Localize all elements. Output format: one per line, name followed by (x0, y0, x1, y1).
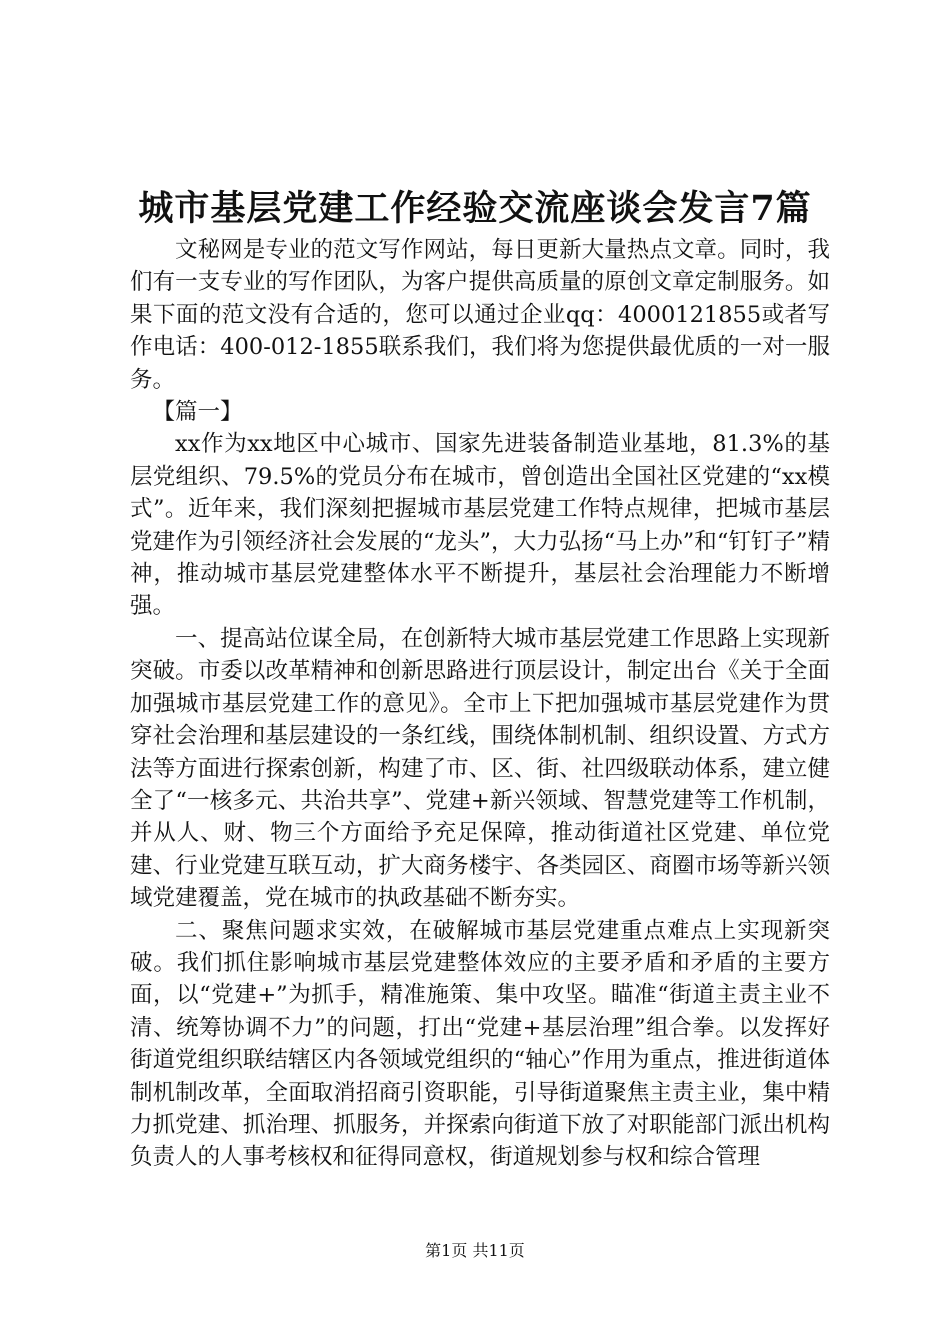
body-paragraph: 二、聚焦问题求实效，在破解城市基层党建重点难点上实现新突破。我们抓住影响城市基层党建整体效应的主要矛盾和矛盾的主要方面，以“党建+”为抓手，精准施策、集中攻坚。瞄准“街道主责主业不清、统筹协调不力”的问题，打出“党建+基层治理”组合拳。以发挥好街道党组织联结辖区内各领域党组织的“轴心”作用为重点，推进街道体制机制改革，全面取消招商引资职能，引导街道聚焦主责主业，集中精力抓党建、抓治理、抓服务，并探索向街道下放了对职能部门派出机构负责人的人事考核权和征得同意权，街道规划参与权和综合管理 (130, 917, 830, 1171)
section-heading: 【篇一】 (152, 399, 243, 426)
document-title: 城市基层党建工作经验交流座谈会发言7篇 (138, 188, 812, 229)
body-paragraph: 一、提高站位谋全局，在创新特大城市基层党建工作思路上实现新突破。市委以改革精神和创新思路进行顶层设计，制定出台《关于全面加强城市基层党建工作的意见》。全市上下把加强城市基层党建作为贯穿社会治理和基层建设的一条红线，围绕体制机制、组织设置、方式方法等方面进行探索创新，构建了市、区、街、社四级联动体系，建立健全了“一核多元、共治共享”、党建+新兴领域、智慧党建等工作机制，并从人、财、物三个方面给予充足保障，推动街道社区党建、单位党建、行业党建互联互动，扩大商务楼宇、各类园区、商圈市场等新兴领域党建覆盖，党在城市的执政基础不断夯实。 (130, 625, 830, 912)
page-footer: 第1页 共11页 (425, 1241, 525, 1260)
document-body (130, 234, 830, 1174)
body-paragraph: xx作为xx地区中心城市、国家先进装备制造业基地，81.3%的基层党组织、79.5%的党员分布在城市，曾创造出全国社区党建的“xx模式”。近年来，我们深刻把握城市基层党建工作特点规律，把城市基层党建作为引领经济社会发展的“龙头”，大力弘扬“马上办”和“钉钉子”精神，推动城市基层党建整体水平不断提升，基层社会治理能力不断增强。 (130, 431, 830, 620)
intro-paragraph: 文秘网是专业的范文写作网站，每日更新大量热点文章。同时，我们有一支专业的写作团队，为客户提供高质量的原创文章定制服务。如果下面的范文没有合适的，您可以通过企业qq：4000121855或者写作电话：400-012-1855联系我们，我们将为您提供最优质的一对一服务。 (130, 237, 830, 393)
